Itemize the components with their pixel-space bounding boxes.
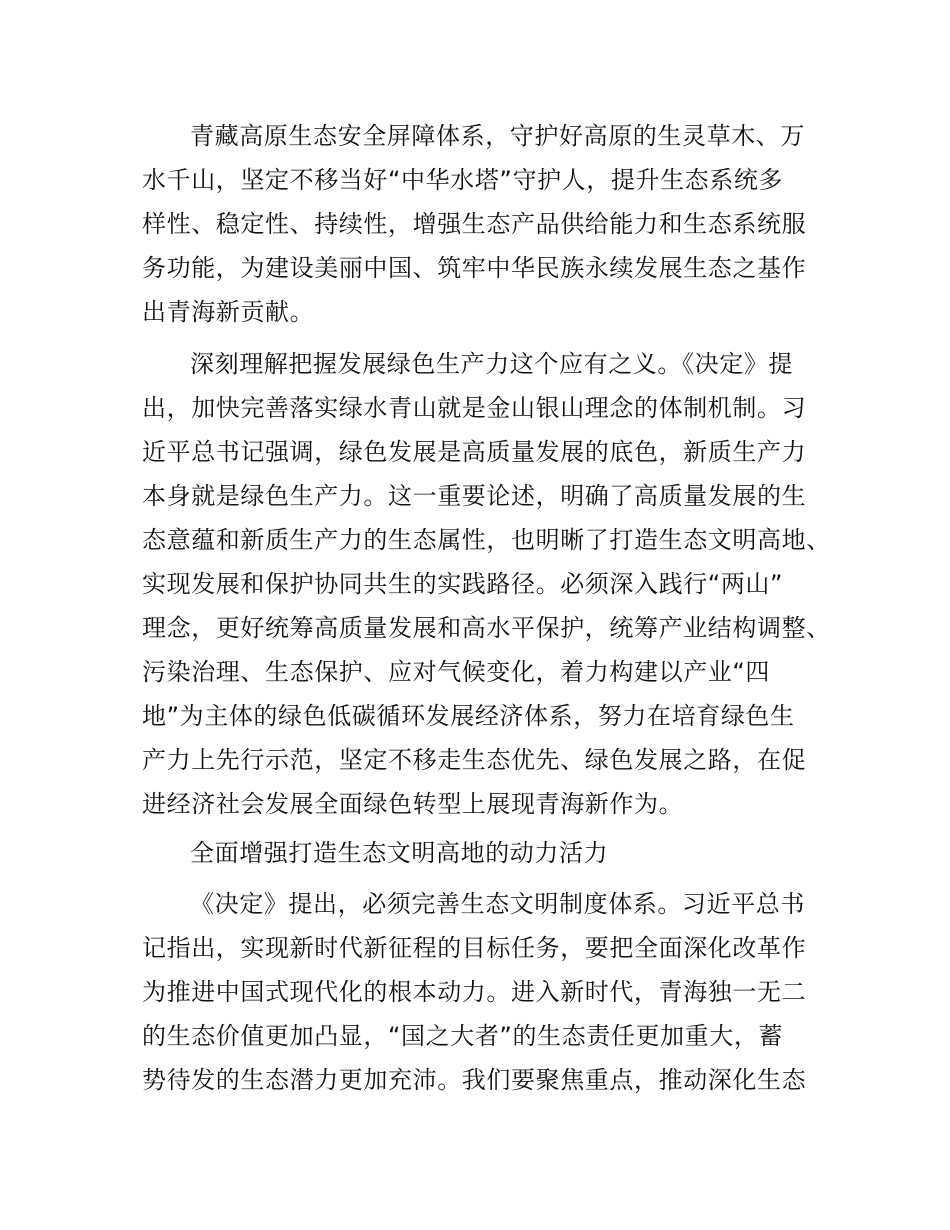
- text-line: 深刻理解把握发展绿色生产力这个应有之义。《决定》提: [190, 350, 793, 378]
- text-line: 地”为主体的绿色低碳循环发展经济体系，努力在培育绿色生: [142, 702, 795, 730]
- text-line: 污染治理、生态保护、应对气候变化，着力构建以产业“四: [142, 658, 771, 686]
- text-line: 理念，更好统筹高质量发展和高水平保护，统筹产业结构调整、: [142, 614, 831, 642]
- text-line: 青藏高原生态安全屏障体系，守护好高原的生灵草木、万: [190, 122, 805, 150]
- text-line: 出，加快完善落实绿水青山就是金山银山理念的体制机制。习: [142, 394, 807, 422]
- text-line: 为推进中国式现代化的根本动力。进入新时代，青海独一无二: [142, 978, 807, 1006]
- section-heading: 全面增强打造生态文明高地的动力活力: [190, 839, 609, 867]
- text-line: 产力上先行示范，坚定不移走生态优先、绿色发展之路，在促: [142, 746, 807, 774]
- text-line: 近平总书记强调，绿色发展是高质量发展的底色，新质生产力: [142, 438, 807, 466]
- text-line: 本身就是绿色生产力。这一重要论述，明确了高质量发展的生: [142, 482, 807, 510]
- text-line: 样性、稳定性、持续性，增强生态产品供给能力和生态系统服: [142, 210, 807, 238]
- text-line: 记指出，实现新时代新征程的目标任务，要把全面深化改革作: [142, 934, 807, 962]
- text-line: 实现发展和保护协同共生的实践路径。必须深入践行“两山”: [142, 570, 784, 598]
- text-line: 态意蕴和新质生产力的生态属性，也明晰了打造生态文明高地、: [142, 526, 831, 554]
- text-line: 进经济社会发展全面绿色转型上展现青海新作为。: [142, 790, 684, 818]
- text-line: 水千山，坚定不移当好“中华水塔”守护人，提升生态系统多: [142, 166, 784, 194]
- text-line: 出青海新贡献。: [142, 298, 315, 326]
- text-line: 《决定》提出，必须完善生态文明制度体系。习近平总书: [190, 890, 805, 918]
- text-line: 的生态价值更加凸显，“国之大者”的生态责任更加重大，蓄: [142, 1022, 784, 1050]
- text-line: 势待发的生态潜力更加充沛。我们要聚焦重点，推动深化生态: [142, 1066, 807, 1094]
- text-line: 务功能，为建设美丽中国、筑牢中华民族永续发展生态之基作: [142, 254, 807, 282]
